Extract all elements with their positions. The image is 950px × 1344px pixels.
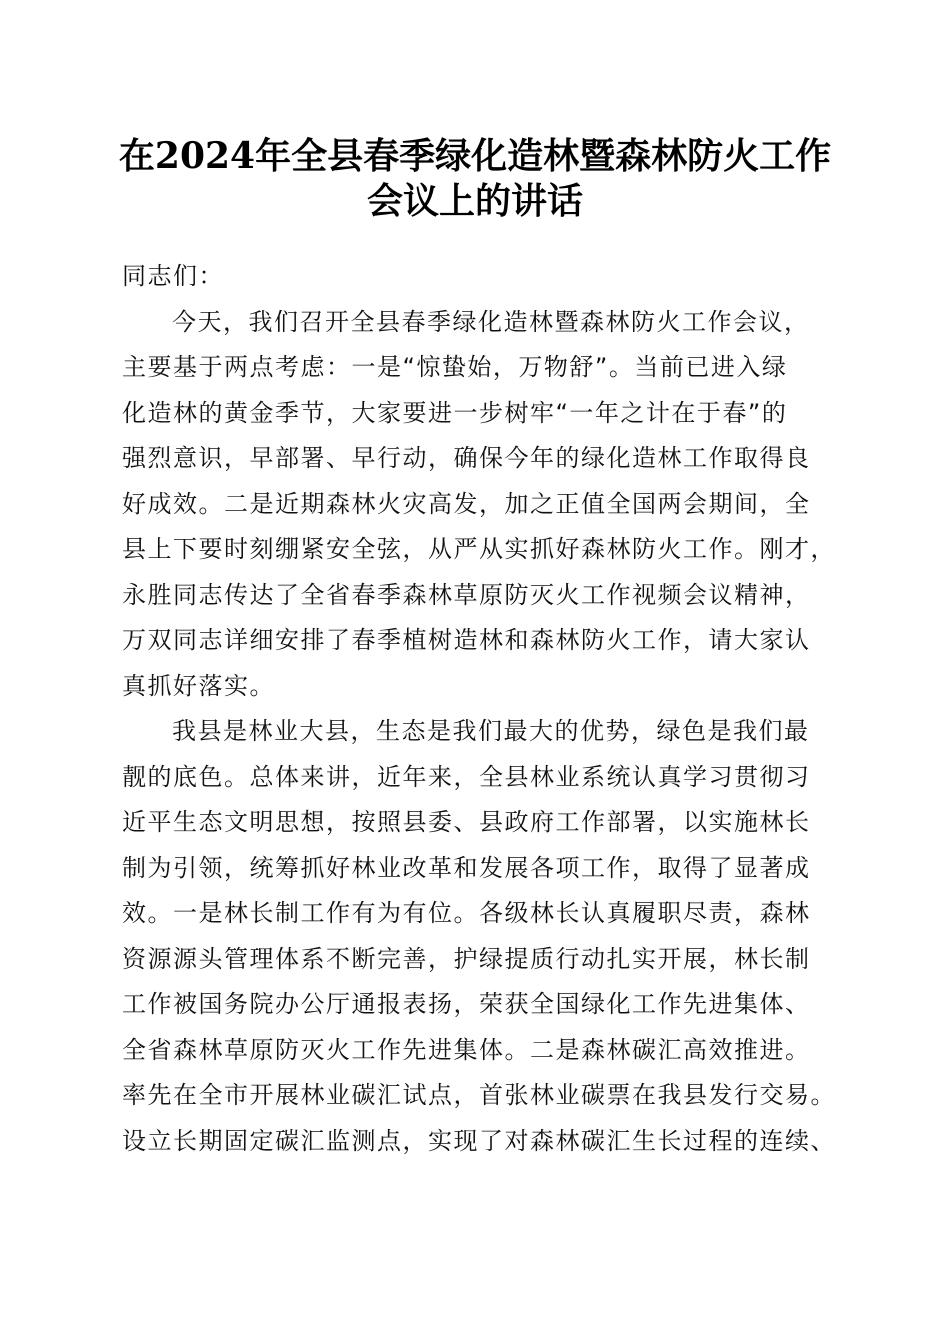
paragraph-1 — [122, 300, 836, 710]
paragraph-line: 县上下要时刻绷紧安全弦，从严从实抓好森林防火工作。刚才， — [122, 535, 836, 563]
paragraph-line: 永胜同志传达了全省春季森林草原防灭火工作视频会议精神， — [122, 580, 811, 609]
paragraph-line: 资源源头管理体系不断完善，护绿提质行动扎实开展，林长制 — [122, 944, 811, 973]
paragraph-line: 好成效。二是近期森林火灾高发，加之正值全国两会期间，全 — [122, 489, 811, 518]
paragraph-line: 制为引领，统筹抓好林业改革和发展各项工作，取得了显著成 — [122, 853, 811, 882]
document-body — [122, 254, 836, 1164]
paragraph-line: 靓的底色。总体来讲，近年来，全县林业系统认真学习贯彻习 — [122, 762, 811, 791]
paragraph-line: 近平生态文明思想，按照县委、县政府工作部署，以实施林长 — [122, 808, 811, 836]
paragraph-line: 全省森林草原防灭火工作先进集体。二是森林碳汇高效推进。 — [122, 1035, 811, 1064]
paragraph-line: 率先在全市开展林业碳汇试点，首张林业碳票在我县发行交易。 — [122, 1081, 836, 1109]
paragraph-line: 万双同志详细安排了春季植树造林和森林防火工作，请大家认 — [122, 626, 811, 654]
paragraph-line: 强烈意识，早部署、早行动，确保今年的绿化造林工作取得良 — [122, 444, 811, 472]
paragraph-line: 设立长期固定碳汇监测点，实现了对森林碳汇生长过程的连续、 — [122, 1126, 836, 1155]
paragraph-line: 主要基于两点考虑：一是“惊蛰始，万物舒”。当前已进入绿 — [122, 353, 788, 381]
paragraph-line: 工作被国务院办公厅通报表扬，荣获全国绿化工作先进集体、 — [122, 990, 811, 1018]
salutation: 同志们： — [122, 262, 224, 290]
title-line-2: 会议上的讲话 — [366, 180, 583, 222]
paragraph-2 — [122, 709, 836, 1164]
paragraph-line: 真抓好落实。 — [122, 671, 275, 700]
title-line-1: 在2024年全县春季绿化造林暨森林防火工作 — [118, 135, 832, 177]
paragraph-line: 我县是林业大县，生态是我们最大的优势，绿色是我们最 — [172, 717, 810, 745]
document-title — [100, 134, 850, 224]
paragraph-line: 今天，我们召开全县春季绿化造林暨森林防火工作会议， — [172, 307, 810, 336]
paragraph-line: 化造林的黄金季节，大家要进一步树牢“一年之计在于春”的 — [122, 398, 788, 427]
paragraph-line: 效。一是林长制工作有为有位。各级林长认真履职尽责，森林 — [122, 899, 811, 927]
